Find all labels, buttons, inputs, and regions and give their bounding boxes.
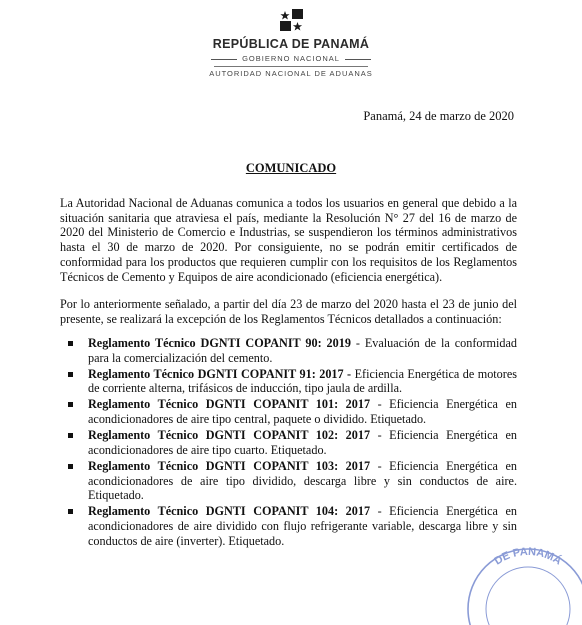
list-item [60, 397, 517, 426]
regulation-name: Reglamento Técnico DGNTI COPANIT 91: 2017 - [88, 366, 352, 381]
government-line [206, 54, 376, 63]
paragraph-1: La Autoridad Nacional de Aduanas comunica a todos los usuarios en general que debido a la situación sanitaria que atraviesa el país, mediante la Resolución N° 27 del 16 de marzo de 2020 del Ministerio de Comercio e Industrias, se suspendieron los términos administrativos hasta el 30 de marzo de 2020. Por consiguiente, no se podrán emitir certificados de conformidad para los productos que requieren cumplir con los requisitos de los Reglamentos Técnicos de Cemento y Equipos de aire acondicionado (eficiencia energética). [60, 196, 517, 284]
official-stamp [458, 545, 582, 625]
bullet-icon [68, 341, 73, 346]
regulation-desc: - Eficiencia Energética en acondicionadores de aire dividido con flujo refrigerante variable, descarga libre y sin conductos de aire (inverter). Etiquetado. [88, 504, 517, 548]
regulation-name: Reglamento Técnico DGNTI COPANIT 90: 2019 [88, 336, 351, 350]
country-name: REPÚBLICA DE PANAMÁ [212, 37, 370, 51]
divider [345, 59, 371, 60]
bullet-icon [68, 464, 73, 469]
regulation-desc: Eficiencia Energética de motores de corriente alterna, trifásicos de inducción, tipo jaula de ardilla. [88, 366, 517, 396]
list-item [60, 367, 517, 396]
regulation-desc: - Eficiencia Energética en acondicionadores de aire tipo cuarto. Etiquetado. [88, 428, 517, 457]
regulation-name: Reglamento Técnico DGNTI COPANIT 103: 2017 [88, 458, 371, 473]
bullet-icon [68, 402, 73, 407]
list-item [60, 459, 517, 503]
regulation-desc: - Evaluación de la conformidad para la comercialización del cemento. [88, 336, 517, 365]
regulation-name: Reglamento Técnico DGNTI COPANIT 101: 2017 [88, 397, 371, 412]
regulation-desc: - Eficiencia Energética en acondicionadores de aire tipo central, paquete o dividido. Etiquetado. [88, 397, 517, 427]
regulation-name: Reglamento Técnico DGNTI COPANIT 104: 2017 [88, 504, 371, 519]
svg-text:DE PANAMÁ [492, 546, 564, 568]
list-item [60, 504, 517, 548]
stamp-text: DE PANAMÁ [492, 545, 564, 568]
panama-flag-logo [276, 8, 306, 32]
divider [211, 59, 237, 60]
bullet-icon [68, 509, 73, 514]
paragraph-2: Por lo anteriormente señalado, a partir del día 23 de marzo del 2020 hasta el 23 de junio del presente, se realizará la excepción de los Reglamentos Técnicos detallados a continuación: [60, 297, 517, 326]
regulation-list [60, 336, 517, 550]
government-name: GOBIERNO NACIONAL [242, 54, 340, 63]
bullet-icon [68, 372, 73, 377]
list-item [60, 428, 517, 457]
bullet-icon [68, 433, 73, 438]
header-separator [214, 66, 368, 67]
regulation-name: Reglamento Técnico DGNTI COPANIT 102: 2017 [88, 428, 371, 443]
regulation-desc: - Eficiencia Energética en acondicionadores de aire tipo dividido, descarga libre y sin conductos de aire. Etiquetado. [88, 458, 517, 503]
authority-name: AUTORIDAD NACIONAL DE ADUANAS [209, 69, 373, 78]
list-item [60, 336, 517, 365]
letter-date: Panamá, 24 de marzo de 2020 [363, 109, 514, 123]
letter-title: COMUNICADO [245, 161, 337, 175]
